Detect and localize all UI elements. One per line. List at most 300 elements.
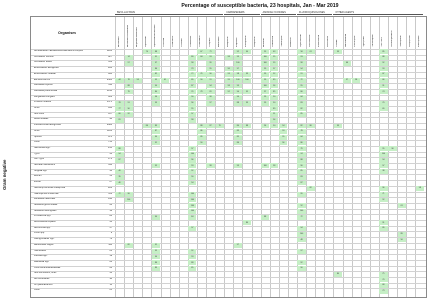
- susceptibility-value: 99: [236, 84, 239, 87]
- susceptibility-value: 98: [236, 73, 239, 76]
- isolate-count: 88: [109, 215, 112, 218]
- susceptibility-value: 89: [154, 124, 157, 127]
- table-frame: [30, 16, 427, 298]
- susceptibility-value: 95: [154, 250, 157, 253]
- isolate-count: 870: [108, 135, 112, 138]
- susceptibility-value: 82: [300, 107, 303, 110]
- isolate-count: 64: [109, 203, 112, 206]
- susceptibility-value: 94: [300, 227, 303, 230]
- susceptibility-value: 83: [300, 176, 303, 178]
- isolate-count: 21: [109, 249, 112, 252]
- susceptibility-value: 99: [264, 79, 267, 82]
- organism-label: Acinetobacter calcoaceticus-baumannii complex: [34, 50, 84, 52]
- susceptibility-value: 98: [273, 164, 276, 167]
- organism-label: Pseudomonas aeruginosa: [34, 124, 61, 127]
- susceptibility-value: 96: [382, 187, 385, 190]
- susceptibility-value: 99: [264, 96, 267, 99]
- isolate-count: 210: [108, 146, 112, 149]
- susceptibility-value: 88: [236, 101, 239, 104]
- susceptibility-value: 95: [264, 50, 267, 53]
- susceptibility-value: 91: [154, 141, 157, 144]
- isolate-count: 918: [108, 107, 112, 109]
- organism-label: Stenotrophomonas maltophilia: [34, 186, 66, 189]
- susceptibility-value: 81: [118, 119, 121, 121]
- organism-label: Salmonella spp.: [34, 146, 51, 149]
- susceptibility-value: 92: [236, 50, 239, 53]
- organism-label: Moraxella catarrhalis: [34, 198, 56, 201]
- susceptibility-value: 74: [145, 50, 148, 53]
- susceptibility-value: 88: [191, 261, 194, 264]
- organism-label: Escherichia coli: [34, 78, 50, 81]
- susceptibility-value: 79: [218, 124, 221, 127]
- column-group-rule: [224, 14, 259, 15]
- susceptibility-value: 100: [236, 62, 240, 64]
- susceptibility-value: 97: [382, 164, 385, 167]
- organism-label: Blood isolates: [34, 118, 49, 121]
- susceptibility-value: 91: [382, 221, 385, 224]
- susceptibility-value: 94: [118, 153, 121, 156]
- susceptibility-value: 84: [154, 90, 157, 93]
- susceptibility-value: 80: [300, 90, 303, 93]
- organism-label: Citrobacter koseri: [34, 61, 52, 64]
- organism-label: Other Enterobacteriaceae: [34, 266, 61, 269]
- antibiotic-header: Doxycycline: [408, 35, 411, 47]
- susceptibility-value: 85: [382, 50, 385, 53]
- susceptibility-value: 93: [300, 56, 303, 59]
- susceptibility-value: 95: [300, 84, 303, 87]
- susceptibility-value: 94: [154, 255, 157, 258]
- susceptibility-value: 96: [273, 84, 276, 87]
- susceptibility-value: 72: [118, 193, 121, 196]
- susceptibility-value: 76: [191, 90, 194, 93]
- susceptibility-value: 86: [236, 141, 239, 144]
- susceptibility-value: 99: [336, 50, 339, 53]
- susceptibility-value: 89: [400, 233, 403, 235]
- susceptibility-value: 92: [273, 73, 276, 76]
- gram-negative-side-label: Gram negative: [2, 159, 7, 190]
- susceptibility-value: 82: [300, 124, 303, 127]
- susceptibility-value: 84: [200, 56, 203, 59]
- susceptibility-value: 94: [236, 96, 239, 99]
- susceptibility-value: 87: [118, 158, 121, 161]
- susceptibility-value: 80: [336, 272, 339, 275]
- susceptibility-value: 84: [300, 96, 303, 99]
- susceptibility-value: 93: [191, 164, 194, 167]
- column-group-rule: [297, 14, 332, 15]
- isolate-count: 96: [109, 118, 112, 121]
- susceptibility-value: 93: [382, 67, 385, 70]
- isolate-count: 611: [108, 84, 112, 87]
- susceptibility-value: 99: [227, 79, 230, 82]
- susceptibility-value: 95: [191, 107, 194, 110]
- organism-label: Shigella spp.: [34, 169, 48, 172]
- susceptibility-value: 86: [200, 130, 203, 133]
- susceptibility-value: 99: [264, 73, 267, 76]
- isolate-count: 19: [109, 255, 112, 258]
- susceptibility-value: 88: [127, 84, 130, 87]
- susceptibility-value: 76: [200, 73, 203, 76]
- susceptibility-value: 73: [382, 290, 385, 292]
- susceptibility-value: 61: [309, 50, 312, 53]
- susceptibility-value: 90: [273, 124, 276, 127]
- isolate-count: 427: [108, 55, 112, 58]
- antibiotic-header: Ceftazidime: [199, 35, 202, 47]
- susceptibility-value: 95: [209, 67, 212, 70]
- antibiotic-header: Gentamicin: [272, 35, 275, 47]
- susceptibility-value: 97: [191, 227, 194, 230]
- antibiotic-header: TMP-SMX: [381, 36, 384, 47]
- susceptibility-value: 97: [300, 250, 303, 253]
- susceptibility-value: 78: [191, 67, 194, 70]
- susceptibility-value: 92: [382, 198, 385, 201]
- susceptibility-value: 91: [382, 84, 385, 87]
- organism-label: Raoultella spp.: [34, 260, 50, 263]
- susceptibility-value: 63: [273, 50, 276, 53]
- susceptibility-value: 100: [263, 62, 267, 64]
- isolate-count: 31: [109, 175, 112, 178]
- organism-label: Urine: [34, 107, 40, 109]
- organism-label: Aeromonas spp.: [34, 226, 51, 229]
- susceptibility-value: 85: [273, 90, 276, 93]
- susceptibility-value: 93: [209, 56, 212, 59]
- antibiotic-header: Cefepime: [208, 37, 211, 47]
- antibiotic-header: Moxifloxacin: [317, 34, 320, 47]
- organism-label: Pantoea spp.: [34, 255, 48, 258]
- susceptibility-value: 77: [118, 107, 121, 110]
- susceptibility-value: 92: [382, 62, 385, 64]
- susceptibility-value: 100: [263, 164, 267, 167]
- susceptibility-value: 98: [355, 79, 358, 82]
- column-group-label: CARBAPENEMS: [226, 11, 245, 14]
- antibiotic-header: Netilmicin: [290, 37, 293, 47]
- susceptibility-value: 99: [154, 101, 157, 104]
- susceptibility-value: 80: [191, 56, 194, 59]
- antibiotic-header: Cefuroxime: [172, 35, 175, 47]
- antibiotic-header: Nitrofurantoin: [345, 33, 347, 47]
- susceptibility-value: 90: [209, 73, 212, 76]
- antibiotic-header: Doripenem: [254, 36, 256, 47]
- column-group-rule: [115, 14, 223, 15]
- antibiotic-header: Colistin: [335, 39, 338, 47]
- susceptibility-value: 61: [400, 204, 403, 207]
- susceptibility-value: 79: [300, 147, 303, 150]
- susceptibility-value: 96: [264, 124, 267, 127]
- susceptibility-value: 78: [127, 79, 130, 82]
- susceptibility-value: 89: [200, 136, 203, 139]
- susceptibility-value: 87: [191, 84, 194, 87]
- isolate-count: 72: [109, 238, 112, 241]
- column-group-label: FLUOROQUINOLONES: [299, 11, 325, 14]
- isolate-count: 18: [109, 278, 112, 280]
- antibiotic-header: Amikacin: [263, 38, 266, 47]
- susceptibility-value: 46: [118, 181, 121, 184]
- isolate-count: 960: [108, 72, 112, 75]
- susceptibility-value: 85: [300, 170, 303, 173]
- isolate-count: 26: [109, 260, 112, 263]
- susceptibility-value: 86: [154, 67, 157, 70]
- susceptibility-value: 88: [200, 124, 203, 127]
- organism-label: Neisseria meningitidis: [34, 209, 57, 212]
- organism-label: Serratia marcescens: [34, 164, 56, 166]
- susceptibility-value: 99: [245, 73, 248, 76]
- susceptibility-value: 75: [382, 272, 385, 275]
- susceptibility-value: 80: [118, 113, 121, 116]
- susceptibility-value: 95: [382, 147, 385, 150]
- organism-label: sonnei: [34, 181, 41, 184]
- susceptibility-value: 91: [209, 79, 212, 82]
- susceptibility-value: 91: [300, 73, 303, 76]
- susceptibility-value: 85: [300, 113, 303, 116]
- susceptibility-value: 90: [154, 136, 157, 139]
- susceptibility-value: 97: [264, 90, 267, 93]
- susceptibility-value: 85: [236, 136, 239, 139]
- isolate-count: 286: [108, 186, 112, 189]
- susceptibility-value: 91: [154, 244, 157, 247]
- susceptibility-value: 99: [300, 193, 303, 196]
- susceptibility-value: 96: [282, 141, 285, 144]
- isolate-count: 1104: [107, 129, 112, 132]
- column-group-label: OTHER AGENTS: [335, 11, 355, 14]
- susceptibility-value: 98: [418, 187, 421, 190]
- organism-label: Klebsiella pneumoniae: [34, 89, 58, 92]
- susceptibility-value: 99: [209, 62, 212, 64]
- antibiotic-header: Amoxicillin: [117, 36, 120, 47]
- susceptibility-value: 98: [209, 164, 212, 167]
- antibiotic-header: Cefazolin: [163, 37, 165, 47]
- isolate-count: 198: [108, 198, 112, 201]
- susceptibility-value: 99: [236, 56, 239, 59]
- organism-label: Proteus mirabilis: [34, 101, 51, 104]
- susceptibility-value: 96: [191, 158, 194, 161]
- susceptibility-value: 97: [236, 67, 239, 70]
- isolate-count: 1375: [106, 101, 112, 104]
- susceptibility-value: 96: [391, 147, 394, 150]
- susceptibility-value: 78: [118, 101, 121, 104]
- susceptibility-value: 99: [245, 101, 248, 104]
- susceptibility-value: 80: [309, 124, 312, 127]
- susceptibility-value: 71: [382, 193, 385, 196]
- antibiotic-header: Amoxicillin-clavulanate: [126, 24, 129, 47]
- organism-label: Providencia spp.: [34, 215, 51, 218]
- susceptibility-value: 93: [227, 73, 230, 76]
- isolate-count: 176: [108, 158, 112, 161]
- susceptibility-value: 83: [300, 101, 303, 104]
- susceptibility-value: 84: [236, 124, 239, 127]
- antibiotic-header: Norfloxacin: [326, 36, 329, 47]
- susceptibility-value: 90: [154, 84, 157, 87]
- isolate-count: 12: [109, 209, 112, 212]
- susceptibility-value: 52: [300, 204, 303, 207]
- organism-column-header: Organism: [58, 31, 76, 35]
- susceptibility-value: 70: [382, 101, 385, 104]
- susceptibility-value: 74: [382, 90, 385, 93]
- susceptibility-value: 84: [191, 215, 194, 218]
- organism-label: Haemophilus influenzae: [34, 192, 59, 195]
- susceptibility-value: 96: [191, 101, 194, 104]
- organism-label: Citrobacter freundii: [34, 55, 54, 58]
- susceptibility-value: 94: [300, 67, 303, 70]
- susceptibility-value: 94: [209, 84, 212, 87]
- susceptibility-value: 96: [227, 67, 230, 70]
- susceptibility-value: 83: [236, 130, 239, 133]
- susceptibility-value: 98: [227, 84, 230, 87]
- susceptibility-value: 91: [127, 101, 130, 104]
- susceptibility-value: 90: [200, 141, 203, 144]
- susceptibility-value: 95: [273, 56, 276, 59]
- susceptibility-value: 95: [245, 90, 248, 93]
- susceptibility-value: 72: [300, 215, 303, 218]
- susceptibility-value: 91: [154, 56, 157, 59]
- susceptibility-value: 89: [382, 227, 385, 230]
- susceptibility-value: 90: [200, 79, 203, 82]
- isolate-count: 37: [109, 226, 112, 229]
- susceptibility-value: 90: [191, 176, 194, 178]
- organism-label: Campylobacter spp.: [34, 238, 55, 241]
- susceptibility-value: 98: [300, 62, 303, 64]
- susceptibility-value: 96: [300, 164, 303, 167]
- susceptibility-value: 88: [264, 215, 267, 218]
- antibiotic-header: Ciprofloxacin: [299, 34, 302, 47]
- susceptibility-value: 90: [191, 96, 194, 99]
- isolate-count: 2688: [106, 124, 112, 127]
- susceptibility-value: 86: [145, 124, 148, 127]
- susceptibility-value: 97: [191, 113, 194, 116]
- organism-label: non-Typhi: [34, 158, 45, 161]
- antibiotic-header: Aztreonam: [217, 36, 220, 47]
- antibiotic-header: Tigecycline: [363, 36, 366, 47]
- susceptibility-value: 99: [273, 62, 276, 64]
- organism-label: Other: [34, 289, 40, 292]
- susceptibility-value: 90: [273, 101, 276, 104]
- susceptibility-value: 82: [127, 244, 130, 247]
- susceptibility-value: 48: [300, 238, 303, 241]
- organism-label: Sputum: [34, 135, 42, 138]
- susceptibility-value: 14: [127, 56, 130, 59]
- susceptibility-value: 38: [382, 170, 385, 173]
- susceptibility-value: 98: [191, 119, 194, 121]
- susceptibility-value: 87: [209, 124, 212, 127]
- susceptibility-value: 95: [154, 79, 157, 82]
- organism-label: Other: [34, 141, 40, 144]
- susceptibility-value: 90: [300, 267, 303, 270]
- susceptibility-value: 98: [209, 96, 212, 99]
- susceptibility-value: 35: [118, 176, 121, 178]
- isolate-count: 54: [109, 272, 112, 275]
- susceptibility-value: 78: [300, 130, 303, 133]
- report-title: Percentage of susceptible bacteria, 23 hospitals, Jan - Mar 2019: [181, 3, 339, 9]
- organism-label: Achromobacter: [34, 278, 50, 280]
- antibiotic-header: Ceftriaxone: [190, 35, 193, 47]
- antibiotic-header: Trimethoprim: [372, 34, 375, 47]
- antibiotic-header: Ertapenem: [226, 36, 229, 47]
- susceptibility-value: 92: [300, 261, 303, 264]
- antibiotic-header: Tetracycline: [399, 35, 402, 47]
- isolate-count: 512: [108, 192, 112, 195]
- susceptibility-value: 87: [154, 130, 157, 133]
- susceptibility-value: 92: [127, 113, 130, 116]
- antibiotic-header: Piperacillin: [144, 36, 147, 47]
- susceptibility-value: 97: [191, 147, 194, 150]
- antibiotic-header: Meropenem: [244, 35, 247, 47]
- susceptibility-value: 100: [245, 79, 249, 82]
- antibiotic-header: Cefoxitin: [181, 38, 184, 47]
- susceptibility-value: 84: [300, 136, 303, 139]
- susceptibility-value: 82: [154, 73, 157, 76]
- susceptibility-value: 99: [264, 101, 267, 104]
- column-group-rule: [261, 14, 296, 15]
- antibiotic-header: Ampicillin-sulbactam: [135, 27, 138, 47]
- susceptibility-value: 98: [227, 56, 230, 59]
- susceptibility-value: 24: [300, 153, 303, 156]
- susceptibility-value: 82: [309, 187, 312, 190]
- column-group-rule: [333, 14, 423, 15]
- isolate-count: 11: [109, 283, 112, 286]
- susceptibility-value: 88: [245, 124, 248, 127]
- susceptibility-value: 85: [191, 267, 194, 270]
- susceptibility-value: 88: [118, 147, 121, 150]
- susceptibility-value: 66: [382, 79, 385, 82]
- antibiotic-header: Levofloxacin: [308, 34, 311, 47]
- antibiotic-header: Fosfomycin: [354, 35, 357, 47]
- susceptibility-value: 71: [209, 50, 212, 53]
- susceptibility-value: 72: [300, 79, 303, 82]
- organism-label: Enterobacter cloacae: [34, 72, 56, 75]
- susceptibility-value: 97: [345, 79, 349, 82]
- antibiotic-header: Minocycline: [417, 35, 420, 47]
- susceptibility-value: 100: [190, 153, 194, 156]
- susceptibility-value: 92: [191, 170, 194, 173]
- isolate-count: 1204: [106, 50, 112, 52]
- susceptibility-value: 88: [300, 158, 303, 161]
- susceptibility-value: 87: [382, 73, 385, 76]
- organism-label: Non-urine: [34, 112, 45, 115]
- susceptibility-value: 44: [118, 79, 121, 82]
- isolate-count: 714: [108, 141, 112, 144]
- isolate-count: 9: [110, 232, 112, 235]
- susceptibility-value: 99: [336, 124, 339, 127]
- susceptibility-value: 100: [263, 56, 267, 59]
- susceptibility-value: 88: [154, 50, 157, 53]
- organism-label: Morganella morganii: [34, 95, 55, 98]
- susceptibility-value: 100: [190, 193, 194, 196]
- isolate-count: 25: [109, 289, 112, 292]
- susceptibility-value: 100: [381, 153, 386, 156]
- susceptibility-value: 69: [382, 107, 385, 110]
- susceptibility-value: 86: [154, 261, 157, 264]
- susceptibility-value: 90: [273, 96, 276, 99]
- susceptibility-value: 100: [190, 210, 194, 213]
- susceptibility-value: 97: [236, 244, 239, 247]
- antibiotic-header: Imipenem: [235, 37, 238, 47]
- isolate-count: 58: [109, 169, 112, 172]
- susceptibility-value: 79: [127, 90, 130, 93]
- susceptibility-value: 97: [127, 62, 130, 64]
- susceptibility-value: 99: [264, 67, 267, 70]
- isolate-count: 27: [109, 181, 112, 184]
- susceptibility-value: 67: [200, 50, 203, 53]
- susceptibility-value: 91: [273, 113, 276, 116]
- susceptibility-value: 93: [191, 255, 194, 258]
- susceptibility-value: 89: [273, 79, 276, 82]
- organism-label: Bacteroides fragilis: [34, 243, 54, 246]
- susceptibility-value: 97: [154, 62, 157, 64]
- susceptibility-value: 95: [154, 164, 157, 167]
- susceptibility-value: 97: [209, 101, 212, 104]
- organism-label: Burkholderia cepacia: [34, 221, 56, 223]
- organism-label: Vibrio spp.: [34, 232, 45, 235]
- susceptibility-value: 97: [273, 67, 276, 70]
- isolate-count: 288: [108, 67, 112, 70]
